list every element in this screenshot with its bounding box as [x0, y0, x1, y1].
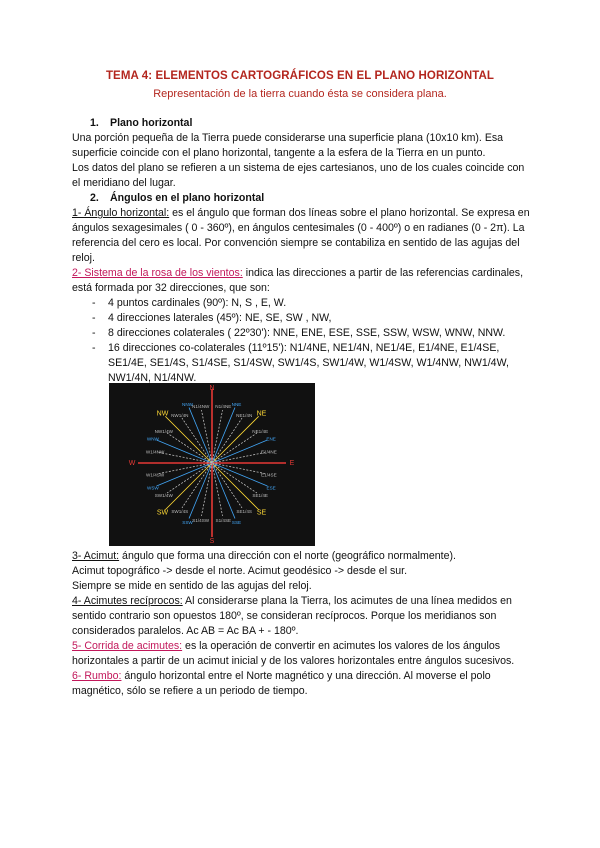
acimut-run-paragraph: 5- Corrida de acimutes: es la operación de convertir en acimutes los valores de los ángulos horizontales a partir de un acimut inicial y de los valores horizontales entre ángulos sucesivos.: [72, 640, 515, 667]
rose-label-sw: SW: [156, 509, 169, 517]
compass-rose-figure: [109, 383, 315, 546]
acimut-types-line: Acimut topográfico -> desde el norte. Acimut geodésico -> desde el sur.: [72, 565, 408, 577]
rose-system-paragraph: 2- Sistema de la rosa de los vientos: indica las direcciones a partir de las referencias cardinales, está formada por 32 direcciones, que son:: [72, 267, 524, 294]
acimut-paragraph: 3- Acimut: ángulo que forma una dirección con el norte (geográfico normalmente).: [72, 550, 456, 562]
angle-horizontal-paragraph: 1- Ángulo horizontal: es el ángulo que forman dos líneas sobre el plano horizontal. Se expresa en ángulos sexagesimales ( 0 - 360º), en ángulos centesimales (0 - 400º) o en radianes (0 - 2π). La referencia del cero es local. Por convención siempre se contabiliza en sentido de las agujas del reloj.: [72, 207, 530, 264]
rose-label-nnw: NNW: [182, 401, 194, 407]
section-1-paragraph-1: Una porción pequeña de la Tierra puede considerarse una superficie plana (10x10 km). Esa superficie coincide con el plano horizontal, tangente a la esfera de la Tierra en un punto.: [72, 132, 504, 159]
section-2-continued: [72, 549, 532, 699]
reciprocal-acimut-paragraph: 4- Acimutes recíprocos: Al considerarse plana la Tierra, los acimutes de una línea medidos en sentido contrario son opuestos 180º, se consideran recíprocos. Porque los meridianos son considerados paralelos. Ac AB = Ac BA + - 180º.: [72, 595, 512, 637]
rose-label-w1-4nw: W1/4NW: [145, 449, 165, 455]
rose-label-ssw: SSW: [182, 520, 193, 526]
rose-label-se: SE: [256, 509, 267, 517]
list-item: - 16 direcciones co-colaterales (11º15'): N1/4NE, NE1/4N, NE1/4E, E1/4NE, E1/4SE, SE1/4E, SE1/4S, S1/4SE, S1/4SW, SW1/4S, SW1/4W, W1/4SW, W1/4NW, NW1/4W, NW1/4N, N1/4NW.: [72, 341, 532, 386]
rose-ray-n1-4nw: [201, 410, 212, 463]
section-2: [72, 191, 532, 386]
rose-label-se1-4s: SE1/4S: [236, 509, 253, 515]
rose-system-label: 2- Sistema de la rosa de los vientos:: [72, 267, 243, 279]
rose-ray-e1-4ne: [212, 452, 265, 463]
rose-label-n: N: [209, 385, 215, 392]
section-1: [72, 116, 532, 191]
rose-label-ne1-4e: NE1/4E: [252, 428, 269, 434]
list-item: - 4 puntos cardinales (90º): N, S , E, W.: [72, 296, 532, 311]
rose-label-e1-4ne: E1/4NE: [260, 449, 277, 455]
direction-list: [72, 296, 532, 386]
section-1-heading: 1. Plano horizontal: [90, 117, 193, 129]
rose-label-ne: NE: [256, 410, 267, 418]
rose-label-w1-4sw: W1/4SW: [146, 472, 165, 478]
reciprocal-acimut-label: 4- Acimutes recíprocos:: [72, 595, 183, 607]
rose-label-wnw: WNW: [146, 436, 159, 442]
rose-label-nne: NNE: [231, 401, 242, 407]
rose-label-ese: ESE: [266, 485, 276, 491]
rumbo-label: 6- Rumbo:: [72, 670, 122, 682]
acimut-label: 3- Acimut:: [72, 550, 120, 562]
rose-label-nw1-4n: NW1/4N: [171, 412, 189, 418]
page-subtitle: Representación de la tierra cuando ésta se considera plana.: [153, 88, 447, 100]
rose-ray-w1-4sw: [159, 463, 212, 474]
rose-label-sw1-4w: SW1/4W: [154, 493, 173, 499]
rose-label-nw1-4w: NW1/4W: [154, 428, 173, 434]
rose-label-n1-4ne: N1/4NE: [215, 404, 232, 410]
rose-ray-w1-4nw: [159, 452, 212, 463]
rose-ray-ne: [212, 416, 259, 463]
rose-label-e: E: [289, 460, 295, 467]
page-title: TEMA 4: ELEMENTOS CARTOGRÁFICOS EN EL PLANO HORIZONTAL: [105, 70, 495, 82]
rose-label-w: W: [128, 460, 136, 467]
rose-label-ene: ENE: [266, 436, 276, 442]
acimut-run-label: 5- Corrida de acimutes:: [72, 640, 183, 652]
rose-label-ne1-4n: NE1/4N: [236, 412, 253, 418]
acimut-direction-line: Siempre se mide en sentido de las agujas del reloj.: [72, 580, 312, 592]
angle-horizontal-label: 1- Ángulo horizontal:: [72, 207, 170, 219]
rose-ray-s1-4sw: [201, 463, 212, 516]
rose-label-s1-4se: S1/4SE: [215, 517, 232, 523]
rose-ray-s1-4se: [212, 463, 223, 516]
rose-ray-nw: [165, 416, 212, 463]
rose-label-sse: SSE: [231, 520, 242, 526]
rose-label-n1-4nw: N1/4NW: [192, 404, 210, 410]
section-2-heading: 2. Ángulos en el plano horizontal: [90, 192, 265, 204]
rose-ray-se: [212, 463, 259, 510]
rose-label-e1-4se: E1/4SE: [261, 472, 277, 478]
rose-label-s: S: [209, 538, 215, 545]
rose-label-se1-4e: SE1/4E: [252, 493, 269, 499]
rose-label-sw1-4s: SW1/4S: [171, 509, 189, 515]
rose-ray-e1-4se: [212, 463, 265, 474]
rose-label-nw: NW: [156, 410, 169, 418]
section-1-paragraph-2: Los datos del plano se refieren a un sistema de ejes cartesianos, uno de los cuales coincide con el meridiano del lugar.: [72, 162, 525, 189]
list-item: - 8 direcciones colaterales ( 22º30'): NNE, ENE, ESE, SSE, SSW, WSW, WNW, NNW.: [72, 326, 532, 341]
list-item: - 4 direcciones laterales (45º): NE, SE, SW , NW,: [72, 311, 532, 326]
rose-ray-n1-4ne: [212, 410, 223, 463]
rose-label-wsw: WSW: [146, 485, 159, 491]
rose-ray-sw: [165, 463, 212, 510]
rumbo-paragraph: 6- Rumbo: ángulo horizontal entre el Norte magnético y una dirección. Al moverse el polo magnético, sólo se refiere a un periodo de tiempo.: [72, 670, 491, 697]
rose-label-s1-4sw: S1/4SW: [192, 517, 210, 523]
